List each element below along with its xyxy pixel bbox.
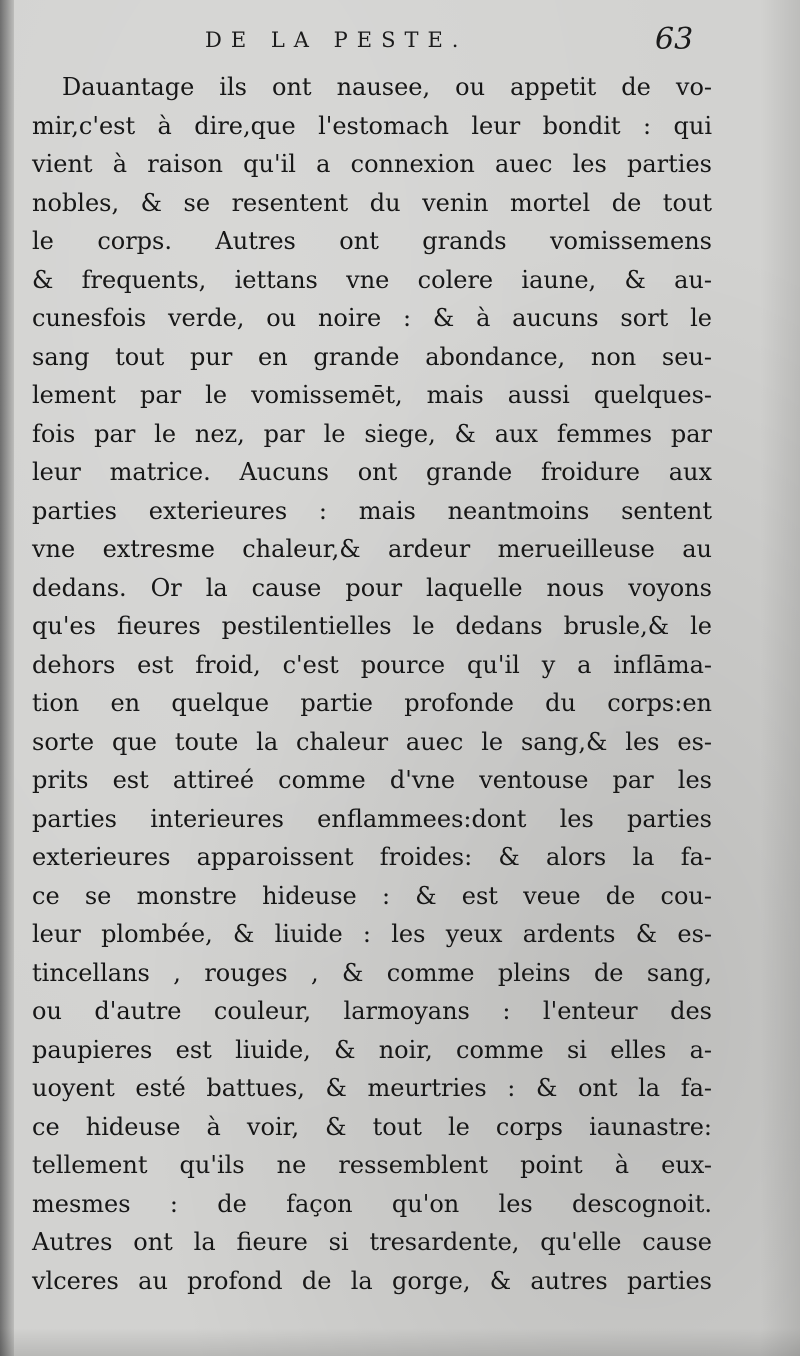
body-text <box>32 68 712 1300</box>
text-line: tincellans , rouges , & comme pleins de sang, <box>32 958 712 987</box>
text-line: leur matrice. Aucuns ont grande froidure aux <box>32 458 712 486</box>
page-header <box>0 22 800 72</box>
text-line: ou d'autre couleur, larmoyans : l'enteur des <box>32 997 712 1025</box>
text-line: mesmes : de façon qu'on les descognoit. <box>32 1189 712 1218</box>
text-line: parties exterieures : mais neantmoins sentent <box>32 496 712 525</box>
text-line: leur plombée, & liuide : les yeux ardents & es- <box>32 920 712 948</box>
text-line: & frequents, iettans vne colere iaune, & au- <box>32 265 712 294</box>
text-line: ce hideuse à voir, & tout le corps iaunastre: <box>32 1112 712 1141</box>
page-edge-shadow <box>760 0 800 1356</box>
text-line: tion en quelque partie profonde du corps:en <box>32 689 712 717</box>
text-line: lement par le vomissemēt, mais aussi quelques- <box>32 381 712 409</box>
text-line: tellement qu'ils ne ressemblent point à eux- <box>32 1151 712 1179</box>
text-line: vne extresme chaleur,& ardeur merueilleuse au <box>32 535 712 563</box>
page-bottom-edge <box>0 1328 800 1356</box>
text-line: uoyent esté battues, & meurtries : & ont la fa- <box>32 1074 712 1102</box>
page-number: 63 <box>655 22 694 57</box>
text-line: le corps. Autres ont grands vomissemens <box>32 227 712 255</box>
text-line: sorte que toute la chaleur auec le sang,& les es- <box>32 727 712 756</box>
text-line: Dauantage ils ont nausee, ou appetit de vo- <box>62 73 712 101</box>
page-gutter-shadow <box>0 0 14 1356</box>
text-line: vient à raison qu'il a connexion auec les parties <box>32 150 712 178</box>
text-line: fois par le nez, par le siege, & aux femmes par <box>32 419 712 448</box>
text-line: ce se monstre hideuse : & est veue de cou- <box>32 881 712 910</box>
text-line: dedans. Or la cause pour laquelle nous voyons <box>32 573 712 602</box>
text-line: parties interieures enflammees:dont les parties <box>32 804 712 833</box>
text-line: exterieures apparoissent froides: & alors la fa- <box>32 843 712 871</box>
text-line: sang tout pur en grande abondance, non seu- <box>32 342 712 371</box>
text-line: qu'es fieures pestilentielles le dedans brusle,& le <box>32 612 712 640</box>
text-line: cunesfois verde, ou noire : & à aucuns sort le <box>32 304 712 332</box>
text-line: Autres ont la fieure si tresardente, qu'elle cause <box>32 1228 712 1256</box>
text-line: paupieres est liuide, & noir, comme si elles a- <box>32 1035 712 1064</box>
text-line: vlceres au profond de la gorge, & autres parties <box>32 1266 712 1295</box>
running-head: DE LA PESTE. <box>205 28 468 52</box>
text-line: dehors est froid, c'est pource qu'il y a inflāma- <box>32 650 712 679</box>
text-line: prits est attireé comme d'vne ventouse par les <box>32 766 712 794</box>
text-line: nobles, & se resentent du venin mortel de tout <box>32 188 712 217</box>
text-line: mir,c'est à dire,que l'estomach leur bondit : qui <box>32 111 712 140</box>
